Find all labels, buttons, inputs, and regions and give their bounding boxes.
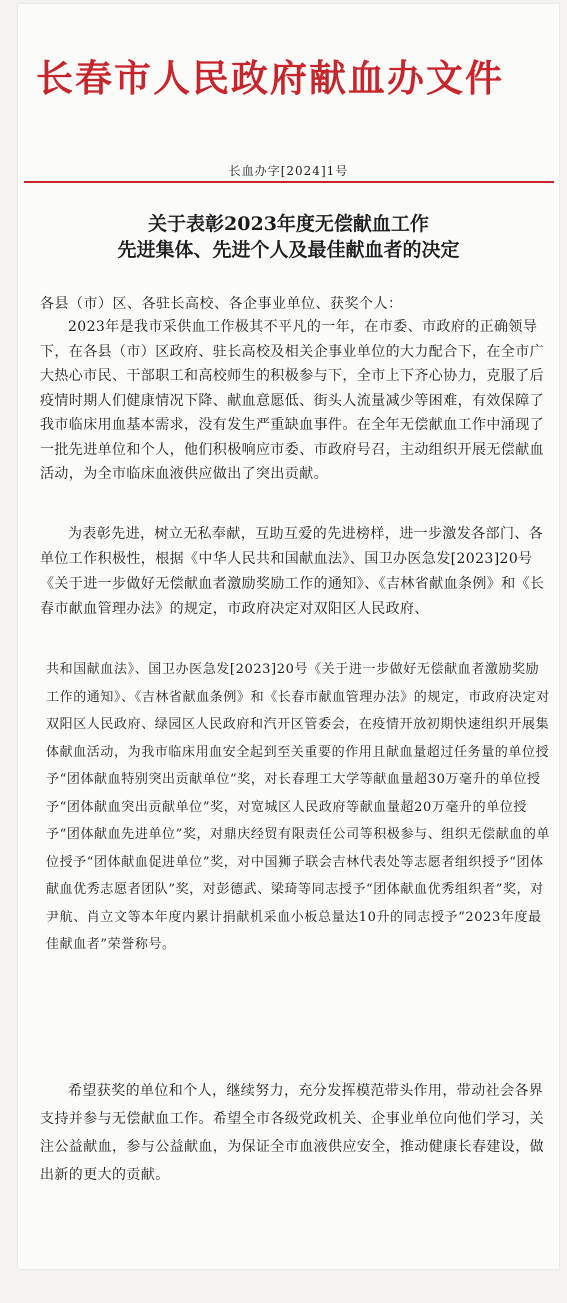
document-page <box>18 4 559 1269</box>
red-divider-line <box>24 181 554 183</box>
document-number: 长血办字[2024]1号 <box>228 164 349 178</box>
body-paragraph-2: 为表彰先进，树立无私奉献，互助互爱的先进榜样，进一步激发各部门、各单位工作积极性，根据《中华人民共和国献血法》、国卫办医急发[2023]20号《关于进一步做好无偿献血者激励奖励工作的通知》、《吉林省献血条例》和《长春市献血管理办法》的规定，市政府决定对双阳区人民政府、 <box>40 526 545 617</box>
addressee-line: 各县（市）区、各驻长高校、各企事业单位、获奖个人： <box>40 296 403 312</box>
title-line-1: 关于表彰2023年度无偿献血工作 <box>148 213 429 235</box>
title-line-2: 先进集体、先进个人及最佳献血者的决定 <box>117 239 460 261</box>
issuing-authority-header: 长春市人民政府献血办文件 <box>36 56 504 100</box>
document-title <box>18 211 559 263</box>
body-paragraph-4: 希望获奖的单位和个人，继续努力，充分发挥模范带头作用，带动社会各界支持并参与无偿献血工作。希望全市各级党政机关、企事业单位向他们学习，关注公益献血，参与公益献血，为保证全市血液供应安全，推动健康长春建设，做出新的更大的贡献。 <box>40 1083 544 1183</box>
body-paragraph-3: 共和国献血法》、国卫办医急发[2023]20号《关于进一步做好无偿献血者激励奖励工作的通知》、《吉林省献血条例》和《长春市献血管理办法》的规定，市政府决定对双阳区人民政府、绿园区人民政府和汽开区管委会，在疫情开放初期快速组织开展集体献血活动，为我市临床用血安全起到至关重要的作用且献血量超过任务量的单位授予“团体献血特别突出贡献单位”奖，对长春理工大学等献血量超30万毫升的单位授予“团体献血突出贡献单位”奖，对宽城区人民政府等献血量超20万毫升的单位授予“团体献血先进单位”奖，对鼎庆经贸有限责任公司等积极参与、组织无偿献血的单位授予“团体献血促进单位”奖，对中国狮子联会吉林代表处等志愿者组织授予“团体献血优秀志愿者团队”奖，对彭德武、梁琦等同志授予“团体献血优秀组织者”奖，对尹航、肖立文等本年度内累计捐献机采血小板总量达10升的同志授予“2023年度最佳献血者”荣誉称号。 <box>46 662 551 952</box>
body-paragraph-1: 2023年是我市采供血工作极其不平凡的一年，在市委、市政府的正确领导下，在各县（市）区政府、驻长高校及相关企事业单位的大力配合下，在全市广大热心市民、干部职工和高校师生的积极参与下，全市上下齐心协力，克服了后疫情时期人们健康情况下降、献血意愿低、街头人流量减少等困难，有效保障了我市临床用血基本需求，没有发生严重缺血事件。在全年无偿献血工作中涌现了一批先进单位和个人，他们积极响应市委、市政府号召，主动组织开展无偿献血活动，为全市临床血液供应做出了突出贡献。 <box>40 319 544 482</box>
